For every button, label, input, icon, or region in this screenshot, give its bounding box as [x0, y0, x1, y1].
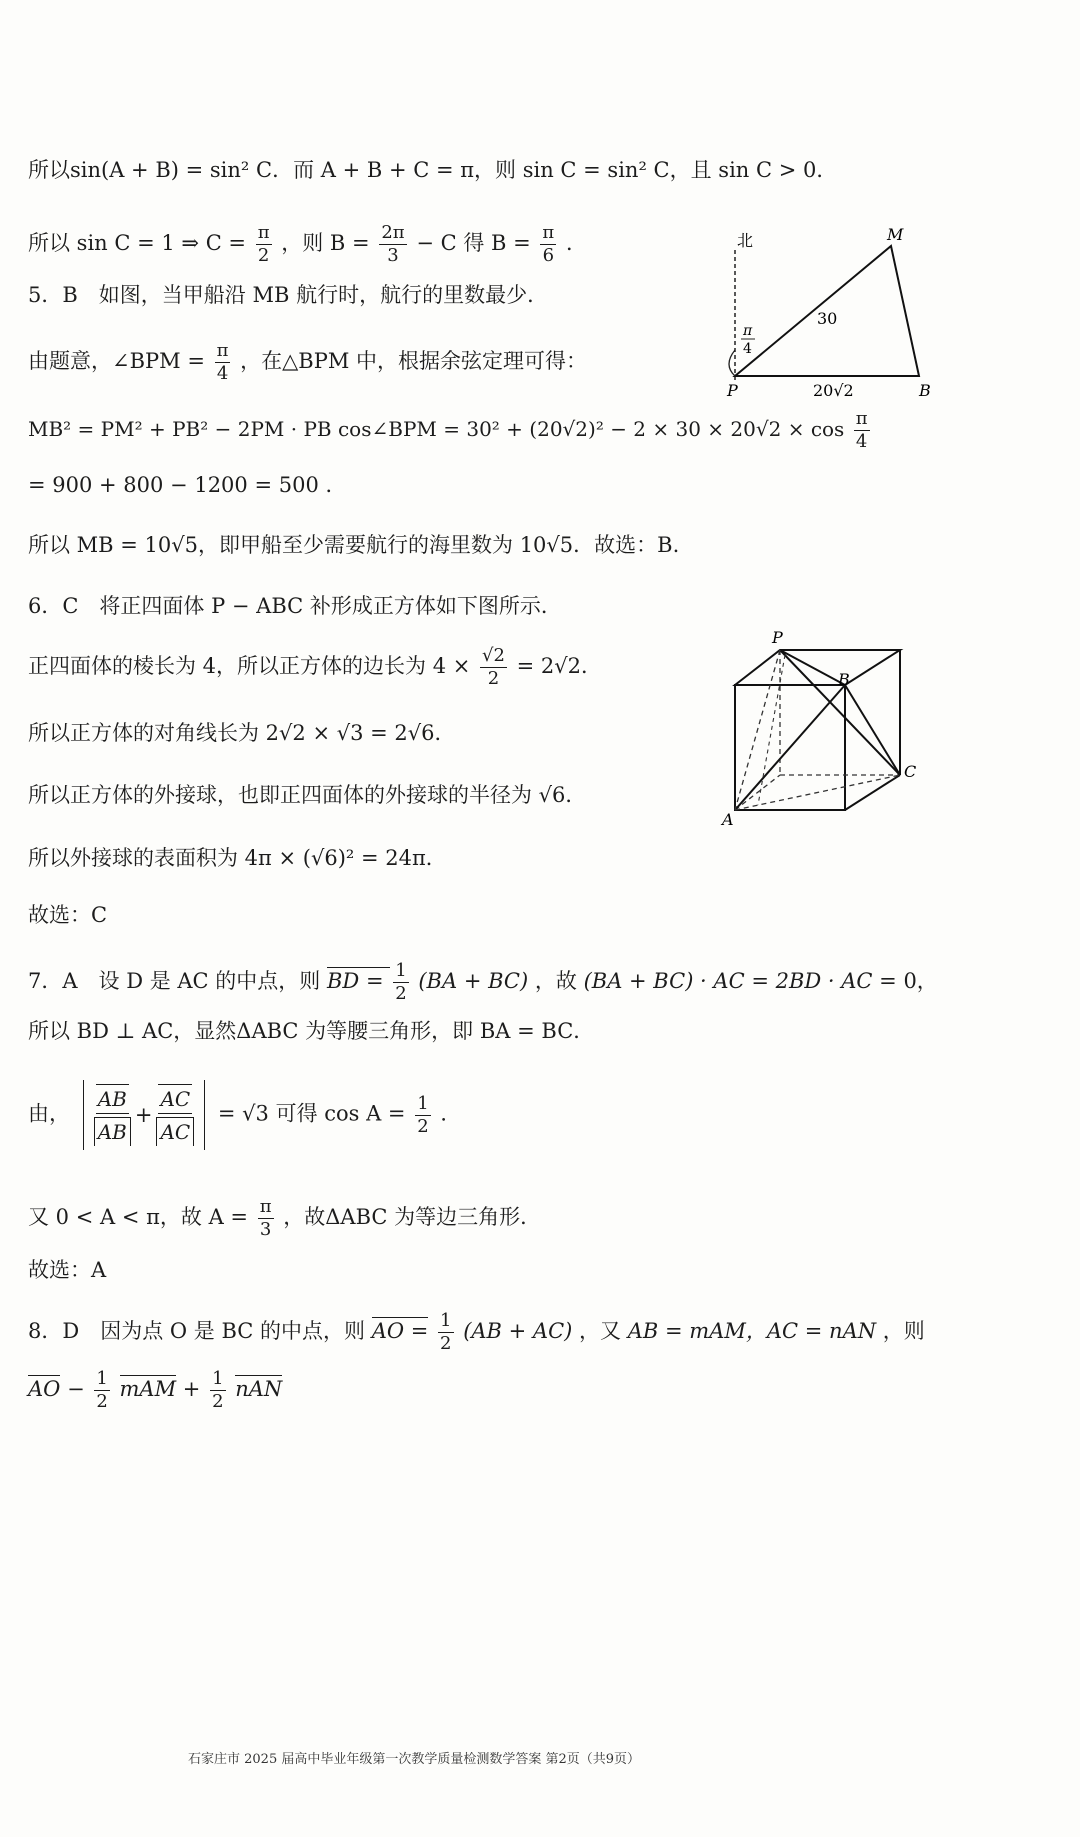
denominator: 2: [395, 983, 407, 1004]
denominator: 2: [417, 1115, 429, 1137]
side-PM-label: 30: [817, 309, 838, 328]
denominator: 6: [542, 245, 555, 266]
fraction-pi-over-2: [256, 222, 272, 267]
numerator: π: [257, 222, 270, 243]
tetra-edge-AB: [735, 685, 845, 810]
numerator: 1: [417, 1092, 429, 1114]
text-segment: ．: [440, 1101, 462, 1126]
text-line-15: 所以 BD ⊥ AC，显然ΔABC 为等腰三角形，即 BA = BC．: [28, 1019, 595, 1043]
figure-cube-tetrahedron: [720, 625, 960, 830]
numerator: π: [216, 340, 229, 361]
text-segment: +: [182, 1377, 201, 1401]
cube-hidden-diag: [758, 655, 785, 805]
tetra-edge-PB: [780, 650, 845, 685]
denominator: 3: [259, 1219, 272, 1240]
text-line-4: [28, 340, 587, 385]
cube-top-face: [735, 650, 900, 685]
text-segment: 7．A 设 D 是 AC 的中点，则: [28, 969, 321, 993]
angle-label-num: π: [743, 323, 753, 339]
vector-BD: BD =: [327, 969, 391, 993]
figure-triangle-PMB: [715, 220, 945, 410]
text-line-12: 所以外接球的表面积为 4π × (√6)² = 24π．: [28, 846, 447, 870]
fraction-pi-over-6: [540, 222, 556, 267]
denominator: 2: [440, 1333, 452, 1354]
side-PB-label: 20√2: [813, 381, 854, 400]
text-segment: = 2√2．: [516, 654, 603, 678]
angle-arc: [729, 350, 735, 376]
fraction-1-over-2: [415, 1093, 430, 1138]
text-segment: 由题意，∠BPM =: [28, 349, 205, 373]
text-line-6: = 900 + 800 − 1200 = 500 ．: [28, 473, 347, 497]
fraction-pi-over-3: [258, 1196, 274, 1241]
text-line-10: 所以正方体的对角线长为 2√2 × √3 = 2√6．: [28, 721, 456, 745]
text-line-14: [28, 960, 938, 1005]
denominator: 2: [487, 668, 500, 689]
numerator: 2π: [381, 222, 405, 243]
text-line-13: 故选：C: [28, 903, 108, 927]
text-segment: 所以 sin C = 1 ⇒ C =: [28, 231, 247, 255]
numerator: π: [259, 1196, 272, 1217]
angle-label-den: 4: [743, 341, 752, 357]
numerator: 1: [212, 1368, 224, 1389]
text-line-9: [28, 645, 602, 690]
text-line-16: [28, 1080, 461, 1150]
text-segment: ，又: [579, 1319, 622, 1343]
cube-edge: [845, 775, 900, 810]
denominator: AC: [156, 1117, 194, 1146]
text-segment: 由，: [28, 1101, 70, 1126]
text-line-17: [28, 1196, 541, 1241]
numerator: 1: [440, 1310, 452, 1331]
text-line-8: 6．C 将正四面体 P − ABC 补形成正方体如下图所示．: [28, 594, 562, 618]
norm-expression: [83, 1080, 206, 1150]
vector-AO: AO =: [371, 1319, 429, 1343]
vertex-M: M: [887, 225, 904, 244]
vector-nAN: nAN: [235, 1377, 283, 1401]
numerator: AB: [96, 1084, 129, 1114]
text-segment: 8．D 因为点 O 是 BC 的中点，则: [28, 1319, 366, 1343]
text-segment: ，在△BPM 中，根据余弦定理可得：: [240, 349, 588, 373]
north-label: 北: [737, 231, 754, 250]
vertex-P: P: [772, 628, 783, 647]
denominator: 2: [96, 1391, 108, 1412]
numerator: 1: [96, 1368, 108, 1389]
vector-mAM: mAM: [119, 1377, 177, 1401]
vertex-B: B: [919, 381, 931, 400]
text-segment: ，则 B =: [281, 231, 370, 255]
text-segment: = 0，: [879, 969, 938, 993]
vector-dot-expression: (BA + BC) · AC = 2BD · AC: [583, 969, 873, 993]
vector-AO: AO: [28, 1377, 61, 1401]
denominator: 4: [855, 431, 868, 452]
numerator: AC: [158, 1084, 192, 1114]
text-segment: ，故: [534, 969, 577, 993]
text-line-18: 故选：A: [28, 1258, 107, 1282]
text-segment: ，则: [882, 1319, 925, 1343]
text-segment: 正四面体的棱长为 4，所以正方体的边长为 4 ×: [28, 654, 471, 678]
fraction-1-over-2: [393, 960, 408, 1005]
vertex-A: A: [722, 810, 734, 829]
fraction-1-over-2: [210, 1368, 225, 1413]
fraction-2pi-over-3: [379, 222, 406, 267]
vector-relations: AB = mAM，AC = nAN: [627, 1319, 877, 1343]
unit-vector-AC: [156, 1084, 194, 1146]
text-line-11: 所以正方体的外接球，也即正四面体的外接球的半径为 √6．: [28, 783, 587, 807]
numerator: π: [855, 408, 868, 429]
vertex-B: B: [838, 670, 850, 689]
text-segment: 又 0 < A < π，故 A =: [28, 1205, 249, 1229]
vertex-C: C: [904, 762, 917, 781]
page-footer: 石家庄市 2025 届高中毕业年级第一次教学质量检测数学答案 第2页（共9页）: [188, 1752, 641, 1767]
vector-sum-AB-AC: (AB + AC): [463, 1319, 573, 1343]
text-segment: = √3 可得 cos A =: [217, 1101, 406, 1126]
denominator: 4: [216, 363, 229, 384]
fraction-1-over-2: [438, 1310, 453, 1355]
text-line-2: [28, 222, 587, 267]
numerator: 1: [395, 960, 407, 981]
fraction-pi-over-4: [215, 340, 231, 385]
text-segment: −: [67, 1377, 85, 1401]
denominator: AB: [94, 1117, 131, 1146]
text-segment: ．: [565, 231, 587, 255]
text-line-3: 5．B 如图，当甲船沿 MB 航行时，航行的里数最少．: [28, 283, 549, 307]
text-segment: − C 得 B =: [416, 231, 531, 255]
plus-sign: +: [134, 1103, 153, 1127]
numerator: √2: [482, 645, 505, 666]
text-line-7: 所以 MB = 10√5，即甲船至少需要航行的海里数为 10√5．故选：B.: [28, 533, 680, 557]
fraction-pi-over-4: [854, 408, 870, 453]
unit-vector-AB: [94, 1084, 131, 1146]
text-line-1: 所以sin(A + B) = sin² C．而 A + B + C = π，则 sin C = sin² C，且 sin C > 0．: [28, 158, 838, 182]
denominator: 3: [387, 245, 399, 266]
text-line-19: [28, 1310, 925, 1355]
text-line-20: [28, 1368, 282, 1413]
tetra-edge-PC: [780, 650, 900, 775]
text-segment: ，故ΔABC 为等边三角形．: [283, 1205, 542, 1229]
vertex-P: P: [727, 381, 738, 400]
vector-sum-BA-BC: (BA + BC): [418, 969, 529, 993]
denominator: 2: [212, 1391, 224, 1412]
tetra-edge-BC: [845, 685, 900, 775]
fraction-sqrt2-over-2: [480, 645, 507, 690]
tetra-edge-PA: [735, 650, 780, 810]
text-segment: MB² = PM² + PB² − 2PM · PB cos∠BPM = 30² + (20√2)² − 2 × 30 × 20√2 × cos: [28, 417, 845, 441]
denominator: 2: [257, 245, 270, 266]
numerator: π: [542, 222, 555, 243]
text-line-5: [28, 408, 873, 453]
fraction-1-over-2: [94, 1368, 109, 1413]
